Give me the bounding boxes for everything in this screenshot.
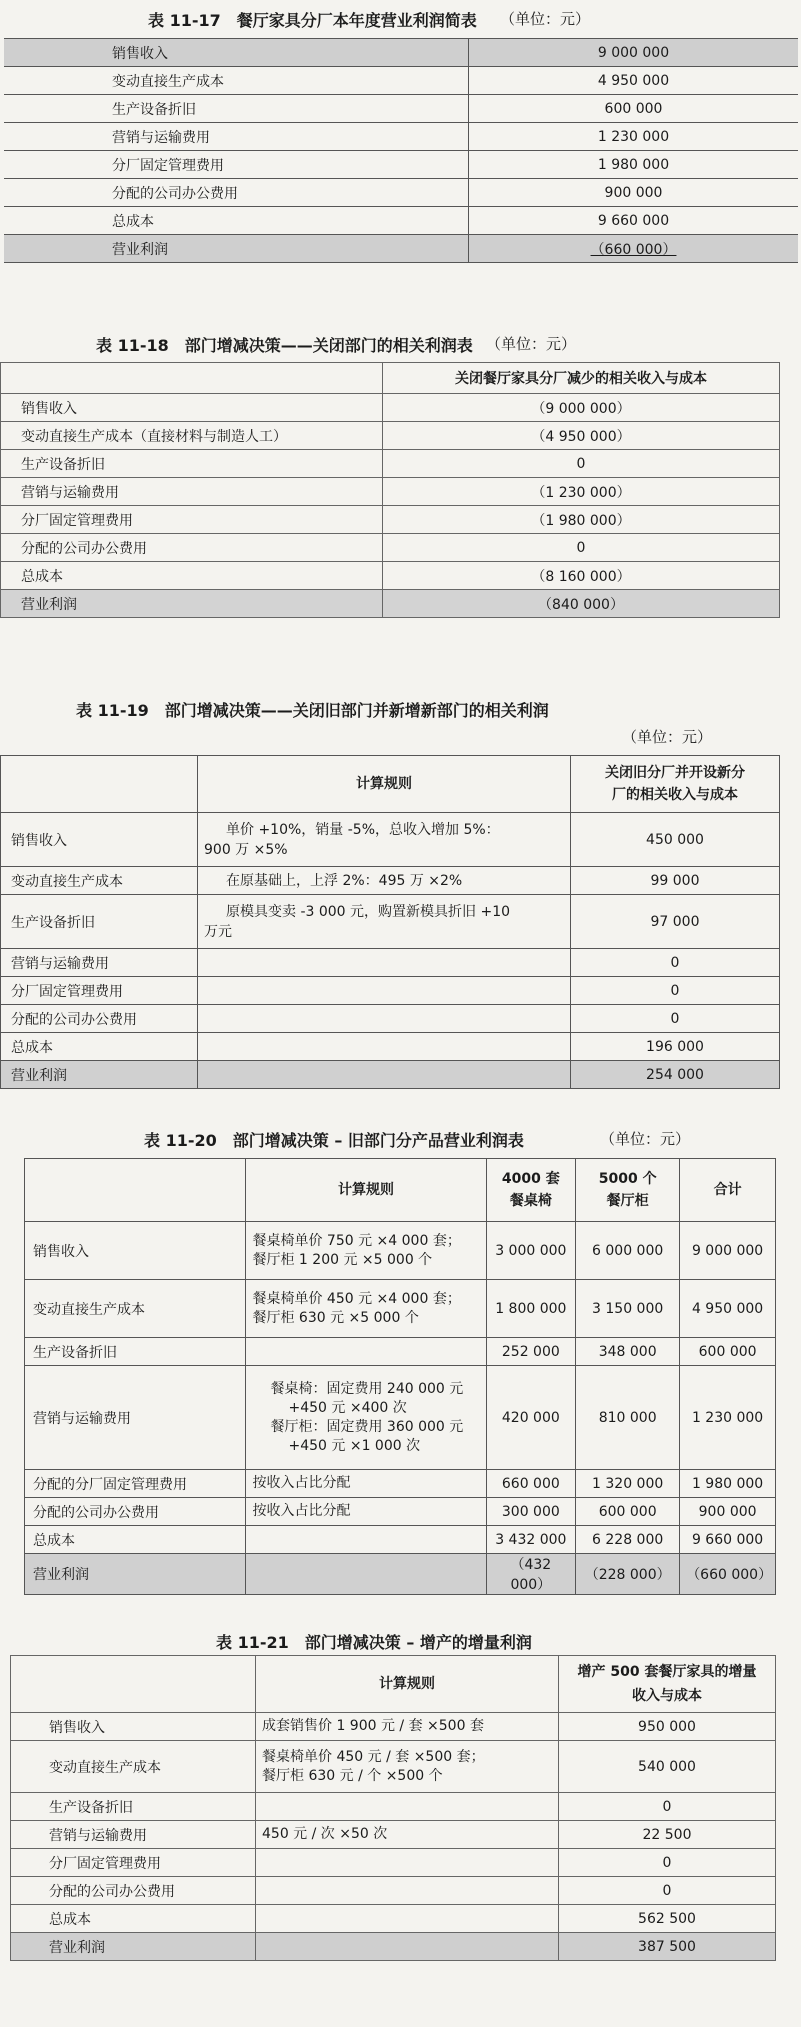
row-value: （660 000） [469,235,799,263]
header-total: 合计 [680,1159,776,1222]
row-value: 196 000 [571,1033,780,1061]
rule-line: 餐桌椅：固定费用 240 000 元 [270,1380,464,1397]
table-row [4,67,798,95]
row-label: 总成本 [1,1033,198,1061]
table-row [11,1821,776,1849]
table-row [1,867,780,895]
row-label: 营销与运输费用 [1,949,198,977]
table-row [4,235,798,263]
row-value-a: 252 000 [486,1338,576,1366]
row-value-total: 9 000 000 [680,1222,776,1280]
row-value: 0 [559,1877,776,1905]
row-label: 变动直接生产成本 [4,67,469,95]
table-row [11,1849,776,1877]
row-rule [246,1470,486,1498]
table-header-row [1,363,780,394]
table-row [1,895,780,949]
row-value: 387 500 [559,1933,776,1961]
table-row [1,422,780,450]
rule-line: 餐厅柜 630 元 ×5 000 个 [252,1309,419,1326]
row-label: 变动直接生产成本 [25,1280,246,1338]
header-blank [25,1159,246,1222]
row-value: 0 [571,949,780,977]
table-row [25,1498,776,1526]
row-rule [198,1005,571,1033]
row-value: 9 660 000 [469,207,799,235]
row-label: 销售收入 [4,39,469,67]
row-rule [198,813,571,867]
row-value: 99 000 [571,867,780,895]
table-row [25,1338,776,1366]
row-label: 总成本 [11,1905,256,1933]
table-row [1,1005,780,1033]
row-value-a: 3 000 000 [486,1222,576,1280]
row-rule [198,895,571,949]
rule-line: 按收入占比分配 [252,1475,351,1491]
row-rule [246,1338,486,1366]
row-label: 分配的公司办公费用 [4,179,469,207]
table-row [1,1061,780,1089]
table-row [1,1033,780,1061]
row-rule [198,977,571,1005]
row-value-b: 600 000 [576,1498,680,1526]
header-value-line: 厂的相关收入与成本 [612,787,738,803]
row-label: 营业利润 [1,1061,198,1089]
row-value: 1 980 000 [469,151,799,179]
t19-caption: 表 11-19 部门增减决策——关闭旧部门并新增新部门的相关利润 [76,701,549,720]
row-value: 254 000 [571,1061,780,1089]
table-row [25,1280,776,1338]
row-label: 营销与运输费用 [11,1821,256,1849]
table-row [25,1554,776,1595]
row-value: 97 000 [571,895,780,949]
table-row [1,813,780,867]
row-value: 22 500 [559,1821,776,1849]
row-rule [246,1366,486,1470]
table-row [1,590,780,618]
row-label: 营销与运输费用 [4,123,469,151]
table-row [4,95,798,123]
row-rule [198,867,571,895]
t18-caption: 表 11-18 部门增减决策——关闭部门的相关利润表 [96,336,473,355]
t21-caption: 表 11-21 部门增减决策 – 增产的增量利润 [216,1633,532,1652]
row-value-total: 1 980 000 [680,1470,776,1498]
row-value-total: 900 000 [680,1498,776,1526]
row-label: 生产设备折旧 [1,895,198,949]
row-rule [198,1061,571,1089]
row-label: 营销与运输费用 [1,478,383,506]
row-label: 生产设备折旧 [25,1338,246,1366]
row-value-total: 9 660 000 [680,1526,776,1554]
row-value-total: （660 000） [680,1554,776,1595]
header-value: 关闭餐厅家具分厂减少的相关收入与成本 [383,363,780,394]
row-value-b: 348 000 [576,1338,680,1366]
row-label: 营业利润 [11,1933,256,1961]
table-row [25,1222,776,1280]
t19-unit: （单位：元） [622,728,713,746]
row-rule [256,1741,559,1793]
header-value-line: 关闭旧分厂并开设新分 [605,765,745,781]
table-row [25,1366,776,1470]
table-row [11,1905,776,1933]
table-row [1,506,780,534]
row-value: （1 230 000） [383,478,780,506]
row-value: 450 000 [571,813,780,867]
row-label: 销售收入 [11,1713,256,1741]
header-line: 4000 套 [501,1171,560,1187]
header-rule: 计算规则 [198,756,571,813]
row-label: 分配的公司办公费用 [25,1498,246,1526]
row-value-b: （228 000） [576,1554,680,1595]
header-value [559,1656,776,1713]
row-label: 营业利润 [4,235,469,263]
header-rule: 计算规则 [256,1656,559,1713]
table-row [1,562,780,590]
table-row [1,977,780,1005]
row-value: 0 [383,450,780,478]
row-value: 0 [559,1849,776,1877]
table-row [11,1793,776,1821]
row-label: 总成本 [1,562,383,590]
row-value-b: 6 228 000 [576,1526,680,1554]
t17-unit: （单位：元） [500,10,591,28]
table-row [1,478,780,506]
row-label: 营业利润 [1,590,383,618]
header-product-a [486,1159,576,1222]
table-row [4,151,798,179]
row-value: 0 [571,1005,780,1033]
rule-line: +450 元 ×1 000 次 [288,1437,421,1454]
t20-unit: （单位：元） [600,1130,691,1148]
header-blank [1,363,383,394]
row-value-b: 6 000 000 [576,1222,680,1280]
row-value: 562 500 [559,1905,776,1933]
row-value: 0 [383,534,780,562]
table-row [1,450,780,478]
row-label: 分厂固定管理费用 [1,977,198,1005]
header-line: 餐桌椅 [509,1193,552,1209]
row-rule [246,1280,486,1338]
table-row [4,179,798,207]
row-label: 分厂固定管理费用 [11,1849,256,1877]
row-value: 9 000 000 [469,39,799,67]
rule-line: 成套销售价 1 900 元 / 套 ×500 套 [262,1718,484,1734]
row-rule [256,1713,559,1741]
row-value: （1 980 000） [383,506,780,534]
row-value: （4 950 000） [383,422,780,450]
row-value-b: 3 150 000 [576,1280,680,1338]
row-rule [198,949,571,977]
header-line: 5000 个 [598,1171,657,1187]
row-value: 0 [559,1793,776,1821]
row-label: 总成本 [25,1526,246,1554]
row-value-a: 1 800 000 [486,1280,576,1338]
row-value: 900 000 [469,179,799,207]
rule-line: 餐厅柜 1 200 元 ×5 000 个 [252,1251,433,1268]
rule-line: +450 元 ×400 次 [288,1399,407,1416]
rule-line: 原模具变卖 -3 000 元，购置新模具折旧 +10 [226,903,511,920]
row-value-total: 1 230 000 [680,1366,776,1470]
row-label: 变动直接生产成本（直接材料与制造人工） [1,422,383,450]
row-rule [256,1821,559,1849]
row-label: 变动直接生产成本 [11,1741,256,1793]
table-row [4,207,798,235]
row-value-a: 300 000 [486,1498,576,1526]
row-label: 生产设备折旧 [1,450,383,478]
row-label: 销售收入 [1,813,198,867]
row-rule [246,1222,486,1280]
row-value: 540 000 [559,1741,776,1793]
row-rule [256,1905,559,1933]
table-11-20 [24,1158,776,1595]
table-row [25,1470,776,1498]
rule-line: 在原基础上，上浮 2%：495 万 ×2% [226,872,463,889]
row-label: 营业利润 [25,1554,246,1595]
row-value: 0 [571,977,780,1005]
row-value-total: 600 000 [680,1338,776,1366]
table-row [11,1933,776,1961]
table-11-21 [10,1655,776,1961]
row-value: 600 000 [469,95,799,123]
table-header-row [1,756,780,813]
row-value: （840 000） [383,590,780,618]
header-line: 餐厅柜 [606,1193,649,1209]
table-row [1,949,780,977]
table-11-17 [4,38,798,263]
table-row [11,1713,776,1741]
row-label: 分厂固定管理费用 [1,506,383,534]
table-row [4,123,798,151]
rule-line: 单价 +10%，销量 -5%，总收入增加 5%： [226,821,500,838]
rule-line: 餐厅柜 630 元 / 个 ×500 个 [262,1767,443,1784]
row-label: 营销与运输费用 [25,1366,246,1470]
row-label: 销售收入 [25,1222,246,1280]
row-value-a: 420 000 [486,1366,576,1470]
header-blank [11,1656,256,1713]
t17-caption: 表 11-17 餐厅家具分厂本年度营业利润简表 [148,11,477,30]
rule-line: 餐桌椅单价 450 元 / 套 ×500 套； [262,1748,485,1765]
row-value-b: 810 000 [576,1366,680,1470]
t20-caption: 表 11-20 部门增减决策 – 旧部门分产品营业利润表 [144,1131,524,1150]
header-blank [1,756,198,813]
table-row [4,39,798,67]
row-value-a: 3 432 000 [486,1526,576,1554]
row-value: （8 160 000） [383,562,780,590]
rule-line: 万元 [204,923,232,940]
row-rule [256,1849,559,1877]
row-rule [256,1933,559,1961]
row-value-a: （432 000） [486,1554,576,1595]
row-rule [198,1033,571,1061]
row-label: 分厂固定管理费用 [4,151,469,179]
row-label: 变动直接生产成本 [1,867,198,895]
table-row [25,1526,776,1554]
rule-line: 餐厅柜：固定费用 360 000 元 [270,1418,464,1435]
row-label: 分配的公司办公费用 [1,1005,198,1033]
rule-line: 按收入占比分配 [252,1503,351,1519]
row-value: 1 230 000 [469,123,799,151]
row-value: 4 950 000 [469,67,799,95]
table-row [11,1741,776,1793]
row-value: （9 000 000） [383,394,780,422]
row-rule [246,1526,486,1554]
rule-line: 餐桌椅单价 750 元 ×4 000 套； [252,1232,461,1249]
header-rule: 计算规则 [246,1159,486,1222]
row-value-total: 4 950 000 [680,1280,776,1338]
rule-line: 450 元 / 次 ×50 次 [262,1826,388,1842]
row-label: 生产设备折旧 [4,95,469,123]
row-label: 分配的分厂固定管理费用 [25,1470,246,1498]
row-rule [246,1554,486,1595]
header-value-line: 收入与成本 [632,1688,702,1704]
header-value [571,756,780,813]
table-row [1,394,780,422]
header-product-b [576,1159,680,1222]
row-rule [256,1877,559,1905]
table-11-18 [0,362,780,618]
row-label: 分配的公司办公费用 [11,1877,256,1905]
row-value: 950 000 [559,1713,776,1741]
header-value-line: 增产 500 套餐厅家具的增量 [577,1664,757,1680]
table-row [11,1877,776,1905]
row-rule [256,1793,559,1821]
rule-line: 餐桌椅单价 450 元 ×4 000 套； [252,1290,461,1307]
t18-unit: （单位：元） [486,335,577,353]
row-value-b: 1 320 000 [576,1470,680,1498]
table-11-19 [0,755,780,1089]
row-label: 分配的公司办公费用 [1,534,383,562]
table-row [1,534,780,562]
row-label: 销售收入 [1,394,383,422]
row-value-a: 660 000 [486,1470,576,1498]
table-header-row [25,1159,776,1222]
row-label: 生产设备折旧 [11,1793,256,1821]
rule-line: 900 万 ×5% [204,841,288,858]
row-rule [246,1498,486,1526]
row-label: 总成本 [4,207,469,235]
table-header-row [11,1656,776,1713]
